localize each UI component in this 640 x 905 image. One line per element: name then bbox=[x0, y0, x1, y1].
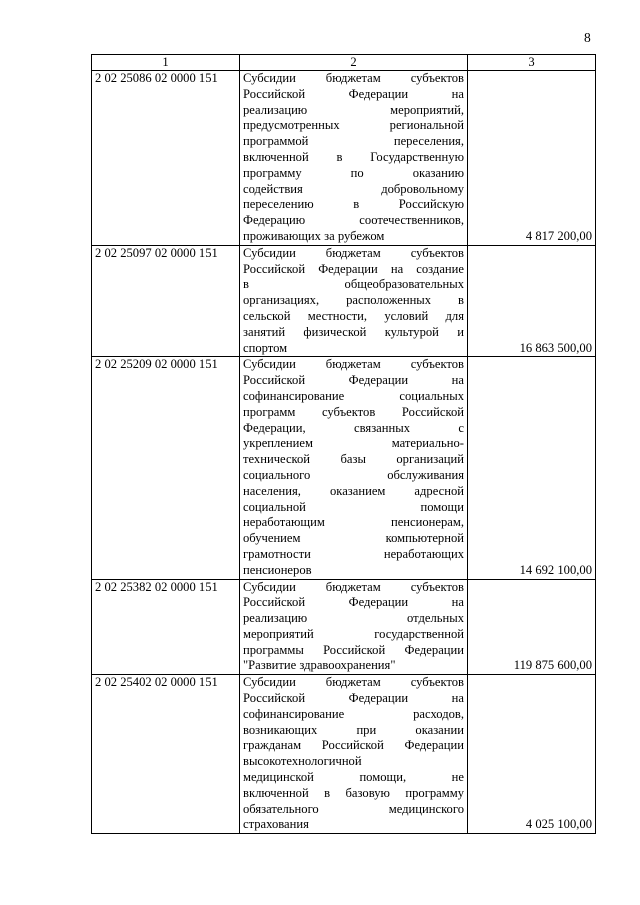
description-line: реализацию мероприятий, bbox=[243, 102, 464, 117]
description-line: обязательного медицинского bbox=[243, 801, 464, 816]
income-description bbox=[240, 675, 468, 834]
amount: 16 863 500,00 bbox=[468, 245, 596, 357]
description-line: включенной в Государственную bbox=[243, 149, 464, 164]
table-row bbox=[92, 357, 596, 579]
description-line: включенной в базовую программу bbox=[243, 785, 464, 800]
income-description bbox=[240, 245, 468, 357]
description-line: Субсидии бюджетам субъектов bbox=[243, 579, 464, 594]
budget-table bbox=[91, 54, 596, 834]
description-line: грамотности неработающих bbox=[243, 546, 464, 561]
page-number: 8 bbox=[584, 30, 591, 45]
income-description bbox=[240, 71, 468, 246]
description-line: Федерации, связанных с bbox=[243, 420, 464, 435]
description-line: предусмотренных региональной bbox=[243, 118, 464, 133]
description-line: мероприятий государственной bbox=[243, 626, 464, 641]
description-line: социального обслуживания bbox=[243, 467, 464, 482]
description-line: возникающих при оказании bbox=[243, 722, 464, 737]
description-line: страхования bbox=[243, 817, 309, 832]
header-col-1: 1 bbox=[92, 55, 240, 71]
description-line: Федерацию соотечественников, bbox=[243, 213, 464, 228]
table-header-row bbox=[92, 55, 596, 71]
table-row bbox=[92, 675, 596, 834]
description-line: спортом bbox=[243, 340, 288, 355]
description-line: медицинской помощи, не bbox=[243, 770, 464, 785]
description-line: Российской Федерации на bbox=[243, 691, 464, 706]
table-row bbox=[92, 245, 596, 357]
description-line: программу по оказанию bbox=[243, 165, 464, 180]
header-col-2: 2 bbox=[240, 55, 468, 71]
description-line: укреплением материально- bbox=[243, 436, 464, 451]
description-line: Субсидии бюджетам субъектов bbox=[243, 245, 464, 260]
description-line: переселению в Российскую bbox=[243, 197, 464, 212]
income-code: 2 02 25086 02 0000 151 bbox=[92, 71, 240, 246]
description-line: Российской Федерации на bbox=[243, 373, 464, 388]
description-line: софинансирование расходов, bbox=[243, 706, 464, 721]
description-line: программы Российской Федерации bbox=[243, 642, 464, 657]
description-line: программ субъектов Российской bbox=[243, 404, 464, 419]
description-line: гражданам Российской Федерации bbox=[243, 738, 464, 753]
description-line: "Развитие здравоохранения" bbox=[243, 658, 396, 673]
amount: 4 025 100,00 bbox=[468, 675, 596, 834]
table-row bbox=[92, 579, 596, 675]
description-line: Субсидии бюджетам субъектов bbox=[243, 675, 464, 690]
description-line: организациях, расположенных в bbox=[243, 293, 464, 308]
description-line: технической базы организаций bbox=[243, 452, 464, 467]
description-line: Российской Федерации на bbox=[243, 86, 464, 101]
description-line: в общеобразовательных bbox=[243, 277, 464, 292]
description-line: реализацию отдельных bbox=[243, 611, 464, 626]
description-line: программой переселения, bbox=[243, 134, 464, 149]
description-line: Российской Федерации на bbox=[243, 595, 464, 610]
amount: 119 875 600,00 bbox=[468, 579, 596, 675]
description-line: пенсионеров bbox=[243, 562, 312, 577]
amount: 4 817 200,00 bbox=[468, 71, 596, 246]
description-line: высокотехнологичной bbox=[243, 754, 362, 769]
amount: 14 692 100,00 bbox=[468, 357, 596, 579]
income-description bbox=[240, 579, 468, 675]
description-line: сельской местности, условий для bbox=[243, 308, 464, 323]
description-line: неработающим пенсионерам, bbox=[243, 515, 464, 530]
description-line: проживающих за рубежом bbox=[243, 228, 385, 243]
income-code: 2 02 25209 02 0000 151 bbox=[92, 357, 240, 579]
description-line: обучением компьютерной bbox=[243, 531, 464, 546]
description-line: социальной помощи bbox=[243, 499, 464, 514]
header-col-3: 3 bbox=[468, 55, 596, 71]
table-row bbox=[92, 71, 596, 246]
description-line: Субсидии бюджетам субъектов bbox=[243, 71, 464, 85]
description-line: Российской Федерации на создание bbox=[243, 261, 464, 276]
description-line: содействия добровольному bbox=[243, 181, 464, 196]
description-line: Субсидии бюджетам субъектов bbox=[243, 357, 464, 372]
income-description bbox=[240, 357, 468, 579]
description-line: населения, оказанием адресной bbox=[243, 483, 464, 498]
income-code: 2 02 25402 02 0000 151 bbox=[92, 675, 240, 834]
description-line: занятий физической культурой и bbox=[243, 324, 464, 339]
income-code: 2 02 25382 02 0000 151 bbox=[92, 579, 240, 675]
income-code: 2 02 25097 02 0000 151 bbox=[92, 245, 240, 357]
description-line: софинансирование социальных bbox=[243, 388, 464, 403]
